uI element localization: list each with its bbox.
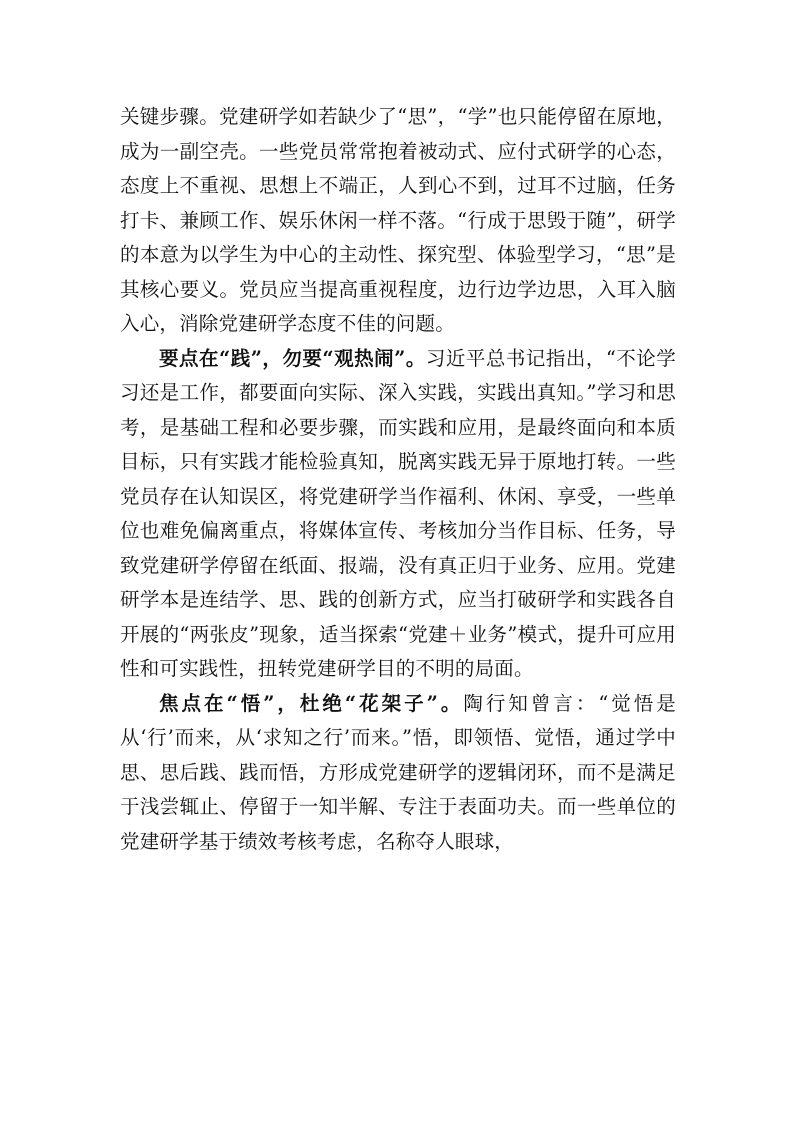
paragraph-2-heading: 要点在“践”，勿要“观热闹”。 [159, 346, 426, 370]
article-body [120, 100, 676, 859]
paragraph-1 [120, 100, 676, 342]
paragraph-3 [120, 687, 676, 860]
paragraph-2-text: 习近平总书记指出，“不论学习还是工作，都要面向实际、深入实践，实践出真知。”学习和思考，是基础工程和必要步骤，而实践和应用，是最终面向和本质目标，只有实践才能检验真知，脱离实践无异于原地打转。一些党员存在认知误区，将党建研学当作福利、休闲、享受，一些单位也难免偏离重点，将媒体宣传、考核加分当作目标、任务，导致党建研学停留在纸面、报端，没有真正归于业务、应用。党建研学本是连结学、思、践的创新方式，应当打破研学和实践各自开展的“两张皮”现象，适当探索“党建＋业务”模式，提升可应用性和可实践性，扭转党建研学目的不明的局面。 [120, 346, 676, 680]
paragraph-2 [120, 342, 676, 687]
paragraph-3-heading: 焦点在“悟”，杜绝“花架子”。 [159, 691, 464, 715]
paragraph-3-text: 陶行知曾言：“觉悟是从‘行’而来，从‘求知之行’而来。”悟，即领悟、觉悟，通过学中思、思后践、践而悟，方形成党建研学的逻辑闭环，而不是满足于浅尝辄止、停留于一知半解、专注于表面功夫。而一些单位的党建研学基于绩效考核考虑，名称夺人眼球， [120, 691, 676, 853]
paragraph-1-text: 关键步骤。党建研学如若缺少了“思”，“学”也只能停留在原地，成为一副空壳。一些党员常常抱着被动式、应付式研学的心态，态度上不重视、思想上不端正，人到心不到，过耳不过脑，任务打卡、兼顾工作、娱乐休闲一样不落。“行成于思毁于随”，研学的本意为以学生为中心的主动性、探究型、体验型学习，“思”是其核心要义。党员应当提高重视程度，边行边学边思，入耳入脑入心，消除党建研学态度不佳的问题。 [120, 105, 676, 335]
